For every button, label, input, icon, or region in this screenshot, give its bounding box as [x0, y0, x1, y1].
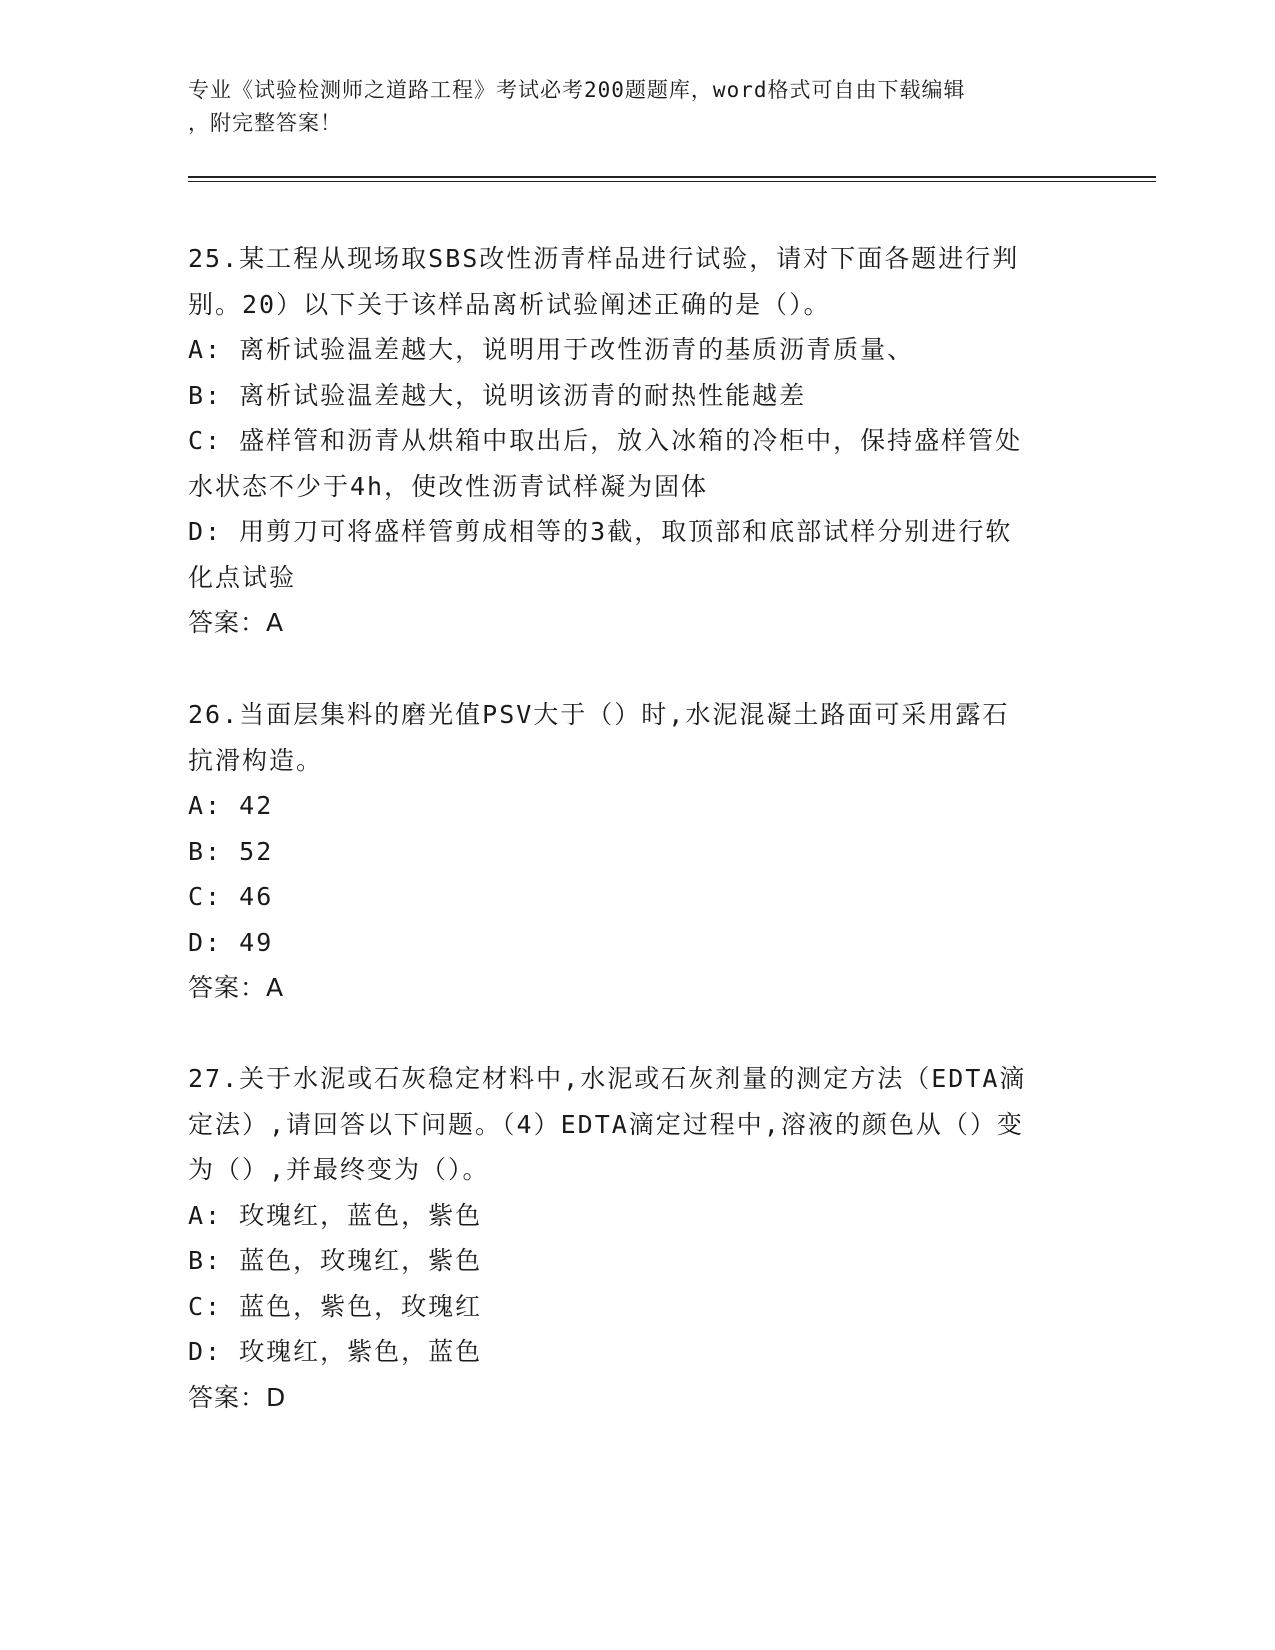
document-header [188, 74, 1088, 140]
answer-label: 答案：A [188, 608, 285, 637]
question-stem-line: 定法）,请回答以下问题。（4）EDTA滴定过程中,溶液的颜色从（）变 [188, 1109, 1024, 1139]
option-d: D: 49 [188, 927, 274, 957]
option-a: A: 玫瑰红，蓝色，紫色 [188, 1200, 483, 1230]
header-divider-thick [188, 176, 1156, 178]
question-stem-line: 27.关于水泥或石灰稳定材料中,水泥或石灰剂量的测定方法（EDTA滴 [188, 1064, 1027, 1093]
option-b: B: 离析试验温差越大，说明该沥青的耐热性能越差 [188, 380, 807, 410]
question-stem-line: 别。20）以下关于该样品离析试验阐述正确的是（）。 [188, 289, 831, 319]
option-a: A: 离析试验温差越大，说明用于改性沥青的基质沥青质量、 [188, 335, 915, 364]
option-b: B: 52 [188, 836, 274, 866]
header-line-1: 专业《试验检测师之道路工程》考试必考200题题库，word格式可自由下载编辑 [188, 78, 966, 102]
header-line-2: ，附完整答案！ [188, 111, 342, 135]
question-stem-line: 抗滑构造。 [188, 745, 324, 775]
option-c: C: 盛样管和沥青从烘箱中取出后，放入冰箱的冷柜中，保持盛样管处 [188, 426, 1023, 455]
question-stem-line: 为（）,并最终变为（）。 [188, 1155, 490, 1184]
option-c: C: 46 [188, 882, 274, 911]
question-stem-line: 25.某工程从现场取SBS改性沥青样品进行试验，请对下面各题进行判 [188, 244, 1020, 273]
option-d-cont: 化点试验 [188, 562, 297, 592]
option-d: D: 用剪刀可将盛样管剪成相等的3截，取顶部和底部试样分别进行软 [188, 517, 1013, 546]
answer-label: 答案：D [188, 1382, 287, 1412]
answer-label: 答案：A [188, 973, 285, 1002]
option-a: A: 42 [188, 791, 274, 820]
option-c-cont: 水状态不少于4h，使改性沥青试样凝为固体 [188, 471, 709, 501]
question-25 [188, 236, 1088, 646]
option-b: B: 蓝色，玫瑰红，紫色 [188, 1246, 483, 1275]
question-27 [188, 1056, 1088, 1420]
question-26 [188, 692, 1088, 1011]
option-c: C: 蓝色，紫色，玫瑰红 [188, 1291, 483, 1321]
option-d: D: 玫瑰红，紫色，蓝色 [188, 1337, 483, 1366]
question-stem-line: 26.当面层集料的磨光值PSV大于（）时,水泥混凝土路面可采用露石 [188, 700, 1010, 729]
header-divider-thin [188, 181, 1156, 182]
